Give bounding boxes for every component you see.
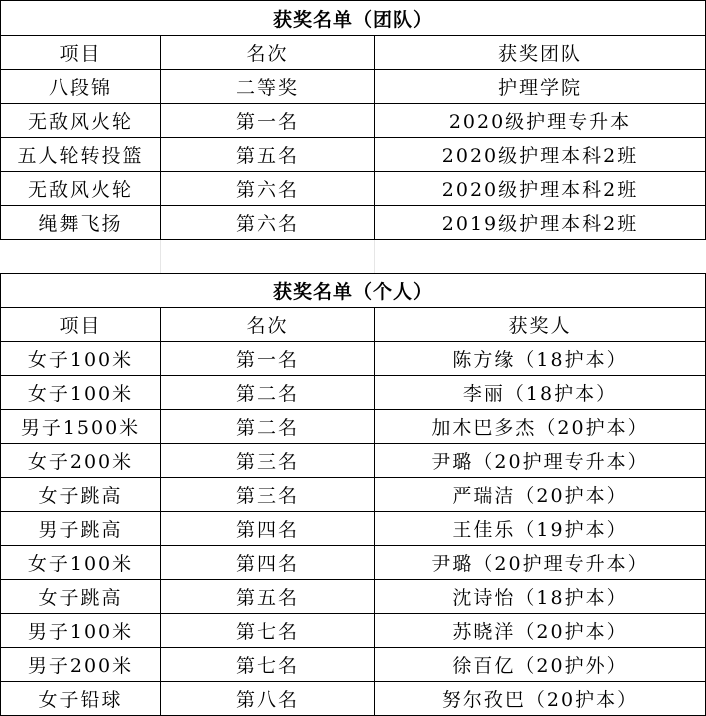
event-cell: 男子跳高 bbox=[1, 512, 161, 546]
table-row bbox=[1, 648, 706, 682]
event-cell: 绳舞飞扬 bbox=[1, 206, 161, 240]
individual-header-row bbox=[1, 308, 706, 342]
table-row bbox=[1, 614, 706, 648]
table-row bbox=[1, 444, 706, 478]
individual-header-rank: 名次 bbox=[161, 308, 375, 342]
event-cell: 女子100米 bbox=[1, 342, 161, 376]
winner-cell: 严瑞洁（20护本） bbox=[375, 478, 706, 512]
event-cell: 男子100米 bbox=[1, 614, 161, 648]
table-row bbox=[1, 376, 706, 410]
rank-cell: 第三名 bbox=[161, 444, 375, 478]
rank-cell: 第一名 bbox=[161, 342, 375, 376]
rank-cell: 第四名 bbox=[161, 512, 375, 546]
rank-cell: 第三名 bbox=[161, 478, 375, 512]
table-row bbox=[1, 138, 706, 172]
winner-cell: 苏晓洋（20护本） bbox=[375, 614, 706, 648]
spacer-cell bbox=[161, 240, 375, 273]
team-header-winner: 获奖团队 bbox=[375, 36, 706, 70]
event-cell: 八段锦 bbox=[1, 70, 161, 104]
team-awards-table bbox=[0, 0, 706, 273]
event-cell: 无敌风火轮 bbox=[1, 172, 161, 206]
team-header-row bbox=[1, 36, 706, 70]
winner-cell: 2020级护理本科2班 bbox=[375, 138, 706, 172]
event-cell: 女子跳高 bbox=[1, 580, 161, 614]
table-row bbox=[1, 682, 706, 716]
rank-cell: 第五名 bbox=[161, 580, 375, 614]
rank-cell: 第一名 bbox=[161, 104, 375, 138]
winner-cell: 护理学院 bbox=[375, 70, 706, 104]
event-cell: 无敌风火轮 bbox=[1, 104, 161, 138]
team-header-rank: 名次 bbox=[161, 36, 375, 70]
individual-header-winner: 获奖人 bbox=[375, 308, 706, 342]
winner-cell: 王佳乐（19护本） bbox=[375, 512, 706, 546]
event-cell: 女子100米 bbox=[1, 376, 161, 410]
individual-awards-table bbox=[0, 273, 706, 716]
rank-cell: 第六名 bbox=[161, 206, 375, 240]
event-cell: 五人轮转投篮 bbox=[1, 138, 161, 172]
rank-cell: 第八名 bbox=[161, 682, 375, 716]
rank-cell: 第七名 bbox=[161, 614, 375, 648]
rank-cell: 第七名 bbox=[161, 648, 375, 682]
team-header-event: 项目 bbox=[1, 36, 161, 70]
individual-header-event: 项目 bbox=[1, 308, 161, 342]
table-row bbox=[1, 546, 706, 580]
event-cell: 女子铅球 bbox=[1, 682, 161, 716]
spacer-row bbox=[1, 240, 706, 273]
rank-cell: 第五名 bbox=[161, 138, 375, 172]
event-cell: 女子100米 bbox=[1, 546, 161, 580]
rank-cell: 第六名 bbox=[161, 172, 375, 206]
event-cell: 男子200米 bbox=[1, 648, 161, 682]
table-row bbox=[1, 580, 706, 614]
individual-table-title: 获奖名单（个人） bbox=[1, 274, 706, 308]
rank-cell: 第四名 bbox=[161, 546, 375, 580]
table-row bbox=[1, 206, 706, 240]
table-row bbox=[1, 70, 706, 104]
rank-cell: 二等奖 bbox=[161, 70, 375, 104]
table-row bbox=[1, 342, 706, 376]
winner-cell: 尹璐（20护理专升本） bbox=[375, 444, 706, 478]
table-row bbox=[1, 512, 706, 546]
winner-cell: 尹璐（20护理专升本） bbox=[375, 546, 706, 580]
winner-cell: 李丽（18护本） bbox=[375, 376, 706, 410]
spacer-cell bbox=[1, 240, 161, 273]
table-row bbox=[1, 104, 706, 138]
winner-cell: 徐百亿（20护外） bbox=[375, 648, 706, 682]
spacer-cell bbox=[375, 240, 706, 273]
event-cell: 女子200米 bbox=[1, 444, 161, 478]
winner-cell: 2020级护理专升本 bbox=[375, 104, 706, 138]
table-row bbox=[1, 478, 706, 512]
winner-cell: 2020级护理本科2班 bbox=[375, 172, 706, 206]
winner-cell: 努尔孜巴（20护本） bbox=[375, 682, 706, 716]
winner-cell: 2019级护理本科2班 bbox=[375, 206, 706, 240]
team-table-title: 获奖名单（团队） bbox=[1, 1, 706, 36]
event-cell: 女子跳高 bbox=[1, 478, 161, 512]
winner-cell: 陈方缘（18护本） bbox=[375, 342, 706, 376]
rank-cell: 第二名 bbox=[161, 376, 375, 410]
winner-cell: 沈诗怡（18护本） bbox=[375, 580, 706, 614]
table-row bbox=[1, 172, 706, 206]
event-cell: 男子1500米 bbox=[1, 410, 161, 444]
winner-cell: 加木巴多杰（20护本） bbox=[375, 410, 706, 444]
table-row bbox=[1, 410, 706, 444]
rank-cell: 第二名 bbox=[161, 410, 375, 444]
